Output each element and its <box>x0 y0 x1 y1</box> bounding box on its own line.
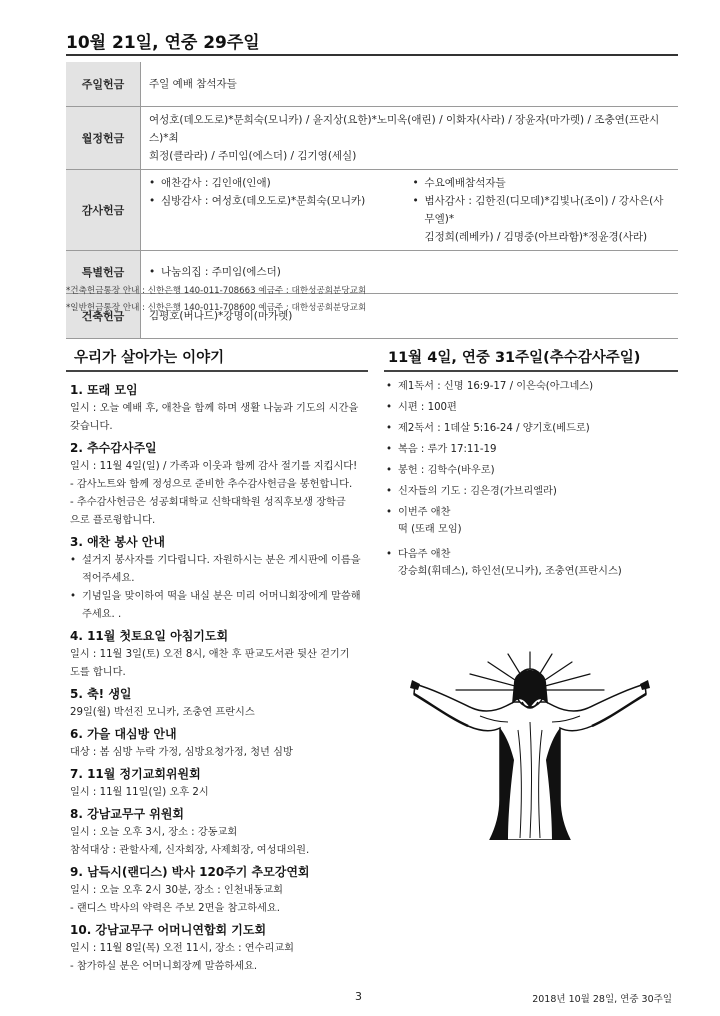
lectionary-item: 제2독서 : 1데살 5:16-24 / 양기호(베드로) <box>398 423 590 434</box>
news-item-text: - 추수감사헌금은 성공회대학교 신학대학원 성직후보생 장학금 <box>70 497 346 508</box>
news-item-text: 설거지 봉사자를 기다립니다. 자원하시는 분은 게시판에 이름을 <box>82 555 361 566</box>
offering-content: 김평호(버나드)*강명이(마가렛) <box>141 294 679 339</box>
news-item-title: 6. 가을 대심방 안내 <box>70 727 177 741</box>
lectionary-item: 봉헌 : 김학수(바우로) <box>398 465 495 476</box>
offering-row-monthly <box>66 107 678 170</box>
news-item-text: 으로 플로윙합니다. <box>70 515 156 526</box>
offering-content <box>141 170 679 251</box>
offering-line: 범사감사 : 김한진(디모데)*김빛나(조이) / 강사은(사무엘)* <box>424 195 664 225</box>
news-item-text: 갖습니다. <box>70 421 113 432</box>
offering-label: 특별헌금 <box>66 251 141 294</box>
news-item-text: 일시 : 오늘 오후 3시, 장소 : 강동교회 <box>70 827 238 838</box>
news-item-text: 일시 : 11월 11일(일) 오후 2시 <box>70 787 209 798</box>
lectionary-item-detail: 떡 (또래 모임) <box>398 524 462 535</box>
bullet: • <box>386 486 393 497</box>
lectionary-rule <box>384 370 678 372</box>
account-note-building: *건축헌금통장 안내 : 신한은행 140-011-708663 예금주 : 대한성공회분당교회 <box>66 286 367 296</box>
offering-row-thanks <box>66 170 678 251</box>
account-notes <box>66 283 366 317</box>
title-rule <box>66 54 678 56</box>
lectionary-item-detail: 강승희(휘데스), 하인선(모니카), 조충연(프란시스) <box>398 566 622 577</box>
offering-line: 애찬감사 : 김인애(인애) <box>161 177 271 189</box>
news-item-title: 1. 또래 모임 <box>70 383 138 397</box>
bullet: • <box>386 423 393 434</box>
offering-label: 감사헌금 <box>66 170 141 251</box>
offering-label: 월정헌금 <box>66 107 141 170</box>
news-item-title: 2. 추수감사주일 <box>70 441 157 455</box>
news-item-title: 5. 축! 생일 <box>70 687 132 701</box>
news-item-text: 일시 : 오늘 오후 2시 30분, 장소 : 인천내동교회 <box>70 885 283 896</box>
lectionary-list <box>386 378 676 584</box>
offering-line: 수요예배참석자들 <box>424 177 506 189</box>
bullet: • <box>149 266 156 278</box>
offering-label: 주일헌금 <box>66 62 141 107</box>
news-item-text: 도를 합니다. <box>70 667 126 678</box>
news-item-text: - 감사노트와 함께 정성으로 준비한 추수감사헌금을 봉헌합니다. <box>70 479 353 490</box>
bullet: • <box>70 555 77 566</box>
news-item-text: - 랜디스 박사의 약력은 주보 2면을 참고하세요. <box>70 903 280 914</box>
offering-line: 김정희(레베카) / 김명중(아브라함)*정윤경(사라) <box>424 231 648 243</box>
news-item-title: 10. 강남교무구 어머니연합회 기도회 <box>70 923 267 937</box>
bullet: • <box>412 195 419 207</box>
offering-content <box>141 107 679 170</box>
news-item-title: 7. 11월 정기교회위원회 <box>70 767 201 781</box>
news-item-text: - 참가하실 분은 어머니회장께 말씀하세요. <box>70 961 258 972</box>
lectionary-item: 제1독서 : 신명 16:9-17 / 이은숙(아그네스) <box>398 381 594 392</box>
news-item-title: 8. 강남교무구 위원회 <box>70 807 185 821</box>
page-number: 3 <box>355 990 362 1003</box>
offering-label: 건축헌금 <box>66 294 141 339</box>
bullet: • <box>386 444 393 455</box>
bullet: • <box>70 591 77 602</box>
lectionary-item: 신자들의 기도 : 김은경(가브리엘라) <box>398 486 557 497</box>
bullet: • <box>386 507 393 518</box>
bullet: • <box>386 402 393 413</box>
page-title: 10월 21일, 연중 29주일 <box>66 33 260 53</box>
offering-line: 심방감사 : 여성호(데오도로)*문희숙(모니카) <box>161 195 366 207</box>
offering-line: 희정(클라라) / 주미임(에스더) / 김기영(세실) <box>149 150 357 162</box>
risen-christ-illustration <box>410 650 650 840</box>
news-item-text: 29일(월) 박선진 모니카, 조충연 프란시스 <box>70 707 255 718</box>
news-item-text: 일시 : 오늘 예배 후, 애찬을 함께 하며 생활 나눔과 기도의 시간을 <box>70 403 359 414</box>
news-item-text: 대상 : 봄 심방 누락 가정, 심방요청가정, 청년 심방 <box>70 747 293 758</box>
account-note-general: *일반헌금통장 안내 : 신한은행 140-011-708600 예금주 : 대한성공회분당교회 <box>66 303 367 313</box>
lectionary-item: 복음 : 루가 17:11-19 <box>398 444 497 455</box>
news-item-text: 주세요. . <box>82 609 122 620</box>
news-item-title: 4. 11월 첫토요일 아침기도회 <box>70 629 229 643</box>
news-item-text: 기념일을 맞이하여 떡을 내실 분은 미리 어머니회장에게 말씀해 <box>82 591 361 602</box>
lectionary-heading: 11월 4일, 연중 31주일(추수감사주일) <box>388 350 641 366</box>
lectionary-item: 시편 : 100편 <box>398 402 457 413</box>
offering-content: 주일 예배 참석자들 <box>141 62 679 107</box>
bullet: • <box>386 465 393 476</box>
news-item-text: 일시 : 11월 3일(토) 오전 8시, 애찬 후 판교도서관 뒷산 걷기기 <box>70 649 350 660</box>
lectionary-item: 이번주 애찬 <box>398 507 451 518</box>
offering-line: 여성호(데오도로)*문희숙(모니카) / 윤지상(요한)*노미옥(애린) / 이화자(사라) / 장윤자(마가렛) / 조충연(프란시스)*최 <box>149 114 660 144</box>
bullet: • <box>412 177 419 189</box>
news-item-text: 적어주세요. <box>82 573 135 584</box>
bullet: • <box>149 195 156 207</box>
news-item-title: 9. 남득시(랜디스) 박사 120주기 추모강연회 <box>70 865 310 879</box>
news-item-text: 참석대상 : 관할사제, 신자회장, 사제회장, 여성대의원. <box>70 845 310 856</box>
news-item-title: 3. 애찬 봉사 안내 <box>70 535 165 549</box>
footer-date: 2018년 10월 28일, 연중 30주일 <box>532 994 672 1005</box>
bullet: • <box>149 177 156 189</box>
news-rule <box>66 370 368 372</box>
bullet: • <box>386 381 393 392</box>
news-heading: 우리가 살아가는 이야기 <box>74 350 225 366</box>
offering-line: 나눔의집 : 주미임(에스더) <box>161 266 281 278</box>
lectionary-item: 다음주 애찬 <box>398 549 451 560</box>
bullet: • <box>386 549 393 560</box>
news-item-text: 일시 : 11월 4일(일) / 가족과 이웃과 함께 감사 절기를 지킵시다! <box>70 461 358 472</box>
news-list <box>70 378 366 976</box>
offering-row-sunday <box>66 62 678 107</box>
news-item-text: 일시 : 11월 8일(목) 오전 11시, 장소 : 연수리교회 <box>70 943 294 954</box>
